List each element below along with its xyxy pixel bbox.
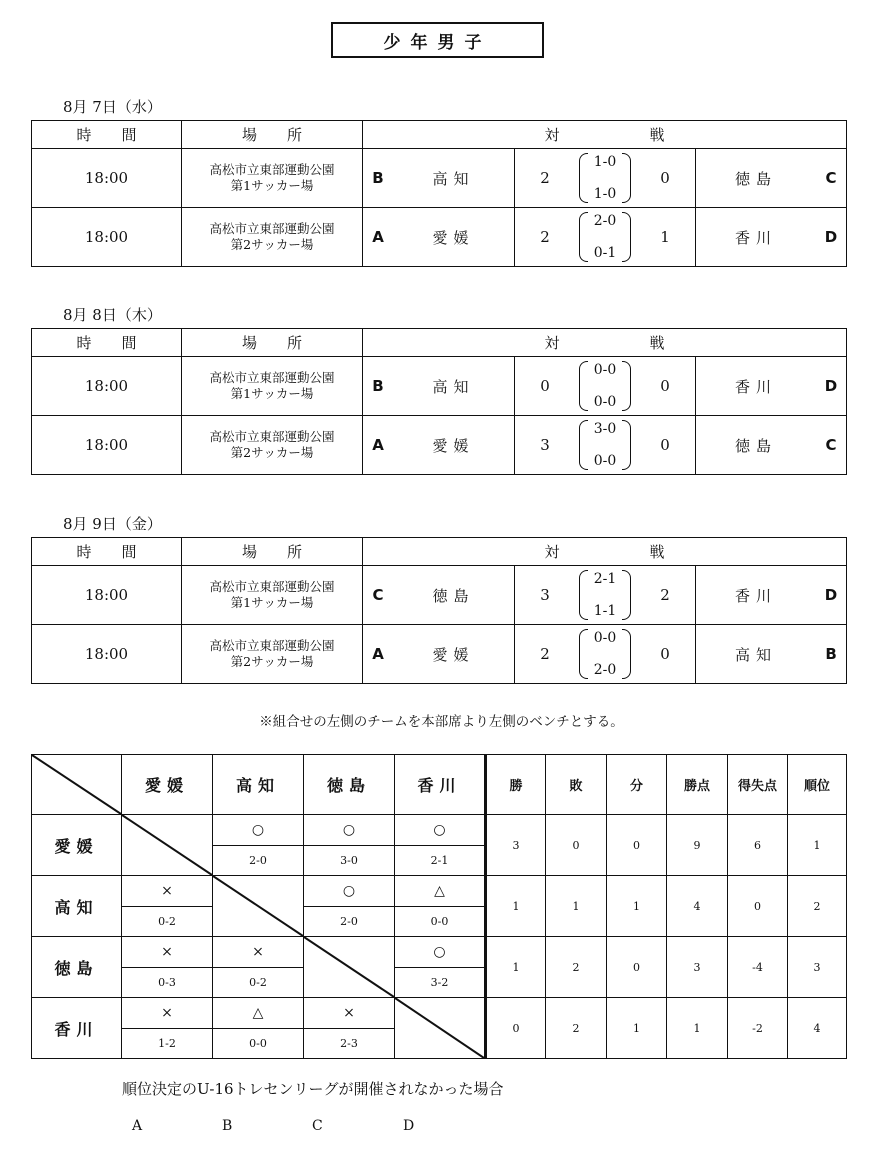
result-cell: [304, 815, 395, 876]
half-scores: [575, 210, 635, 264]
result-score: 2-1: [430, 853, 449, 867]
second-half-score: 0-1: [593, 245, 617, 261]
result-mark: ×: [213, 937, 303, 968]
row-team-header: 香川: [32, 998, 122, 1059]
right-score: 0: [660, 377, 670, 395]
score-cell: [515, 566, 696, 625]
result-mark: ×: [122, 876, 212, 907]
right-group: D: [824, 377, 838, 395]
match-time: 18:00: [32, 416, 182, 475]
venue-field: 第2サッカー場: [230, 654, 314, 669]
match-venue: [182, 625, 363, 684]
match-venue: [182, 416, 363, 475]
stat-value: 4: [788, 998, 847, 1059]
standings-row: [32, 815, 847, 876]
result-cell: [395, 876, 486, 937]
right-group: D: [824, 228, 838, 246]
right-bracket: [622, 570, 631, 620]
stat-value: 4: [667, 876, 728, 937]
half-scores: [575, 151, 635, 205]
stat-value: 9: [667, 815, 728, 876]
venue-name: 高松市立東部運動公園: [209, 221, 335, 236]
result-score: 2-3: [340, 1036, 358, 1050]
row-team-header: 高知: [32, 876, 122, 937]
left-team-cell: [363, 357, 515, 416]
half-scores: [575, 418, 635, 472]
header-venue: 場 所: [182, 329, 363, 357]
left-score: 2: [540, 169, 550, 187]
result-score: 2-0: [249, 853, 267, 867]
score-cell: [515, 416, 696, 475]
left-group: A: [372, 436, 384, 454]
result-cell: [304, 998, 395, 1059]
schedule-table: [31, 120, 847, 267]
left-group: C: [372, 586, 384, 604]
footer-label-a: A: [132, 1118, 143, 1134]
stat-value: 1: [667, 998, 728, 1059]
left-team-cell: [363, 625, 515, 684]
half-scores: [575, 627, 635, 681]
first-half-score: 0-0: [593, 630, 617, 646]
match-venue: [182, 357, 363, 416]
self-match-cell: [395, 998, 486, 1059]
left-group: B: [372, 377, 384, 395]
stat-header: 敗: [546, 755, 607, 815]
stat-value: 1: [788, 815, 847, 876]
corner-diagonal: [32, 755, 122, 815]
header-venue: 場 所: [182, 121, 363, 149]
result-cell: [395, 937, 486, 998]
left-team: 高知: [432, 169, 475, 188]
left-team-cell: [363, 416, 515, 475]
left-team: 愛媛: [432, 436, 475, 455]
venue-name: 高松市立東部運動公園: [209, 429, 335, 444]
match-time: 18:00: [32, 149, 182, 208]
schedule-table: [31, 537, 847, 684]
half-scores: [575, 359, 635, 413]
match-row: [32, 416, 847, 475]
right-team: 徳島: [735, 436, 778, 455]
match-venue: [182, 566, 363, 625]
result-score: 3-2: [430, 975, 449, 989]
right-score: 0: [660, 169, 670, 187]
second-half-score: 0-0: [593, 394, 617, 410]
stat-value: 1: [607, 876, 667, 937]
stat-value: 0: [728, 876, 788, 937]
match-row: [32, 149, 847, 208]
stat-header: 勝点: [667, 755, 728, 815]
footer-label-c: C: [312, 1118, 323, 1134]
result-mark: ○: [304, 876, 394, 907]
header-time: 時 間: [32, 121, 182, 149]
stat-header: 順位: [788, 755, 847, 815]
day-date: 8月 8日（木）: [63, 306, 162, 324]
match-row: [32, 357, 847, 416]
right-bracket: [622, 629, 631, 679]
match-time: 18:00: [32, 625, 182, 684]
left-team: 愛媛: [432, 228, 475, 247]
second-half-score: 1-1: [593, 603, 617, 619]
stat-value: 0: [546, 815, 607, 876]
left-team: 徳島: [432, 586, 475, 605]
stat-value: 3: [788, 937, 847, 998]
stat-header: 得失点: [728, 755, 788, 815]
second-half-score: 2-0: [593, 662, 617, 678]
match-row: [32, 625, 847, 684]
left-team: 高知: [432, 377, 475, 396]
result-score: 0-2: [158, 914, 176, 928]
left-score: 3: [540, 436, 550, 454]
second-half-score: 1-0: [593, 186, 617, 202]
row-team-header: 徳島: [32, 937, 122, 998]
day-date: 8月 7日（水）: [63, 98, 162, 116]
standings-row: [32, 937, 847, 998]
venue-field: 第1サッカー場: [230, 595, 314, 610]
col-team-header: 香川: [395, 755, 486, 815]
venue-name: 高松市立東部運動公園: [209, 579, 335, 594]
result-mark: △: [395, 876, 484, 907]
match-row: [32, 208, 847, 267]
venue-field: 第1サッカー場: [230, 386, 314, 401]
right-team-cell: [696, 625, 847, 684]
venue-name: 高松市立東部運動公園: [209, 370, 335, 385]
stat-header: 分: [607, 755, 667, 815]
result-score: 0-0: [430, 914, 449, 928]
right-team-cell: [696, 416, 847, 475]
right-team-cell: [696, 357, 847, 416]
stat-value: 2: [546, 937, 607, 998]
result-mark: ○: [395, 937, 484, 968]
left-group: B: [372, 169, 384, 187]
result-score: 0-3: [158, 975, 176, 989]
stat-value: -2: [728, 998, 788, 1059]
footer-label-b: B: [222, 1118, 233, 1134]
first-half-score: 1-0: [593, 154, 617, 170]
venue-name: 高松市立東部運動公園: [209, 638, 335, 653]
right-group: C: [825, 169, 837, 187]
venue-name: 高松市立東部運動公園: [209, 162, 335, 177]
stat-value: 3: [667, 937, 728, 998]
result-score: 0-2: [249, 975, 267, 989]
right-score: 1: [660, 228, 670, 246]
right-team: 香川: [735, 228, 778, 247]
result-cell: [213, 937, 304, 998]
right-team: 高知: [735, 645, 778, 664]
right-score: 0: [660, 645, 670, 663]
result-cell: [213, 815, 304, 876]
self-match-cell: [213, 876, 304, 937]
left-team-cell: [363, 149, 515, 208]
score-cell: [515, 357, 696, 416]
footer-note: 順位決定のU-16トレセンリーグが開催されなかった場合: [122, 1080, 504, 1098]
venue-field: 第1サッカー場: [230, 178, 314, 193]
left-score: 3: [540, 586, 550, 604]
stat-header: 勝: [486, 755, 546, 815]
result-mark: ○: [213, 815, 303, 846]
result-score: 0-0: [249, 1036, 267, 1050]
half-scores: [575, 568, 635, 622]
col-team-header: 高知: [213, 755, 304, 815]
result-mark: ×: [122, 998, 212, 1029]
score-cell: [515, 208, 696, 267]
self-match-cell: [304, 937, 395, 998]
right-score: 2: [660, 586, 670, 604]
first-half-score: 0-0: [593, 362, 617, 378]
result-score: 3-0: [340, 853, 358, 867]
left-score: 2: [540, 645, 550, 663]
right-bracket: [622, 420, 631, 470]
left-team-cell: [363, 566, 515, 625]
match-time: 18:00: [32, 208, 182, 267]
result-mark: ×: [304, 998, 394, 1029]
left-team: 愛媛: [432, 645, 475, 664]
right-team-cell: [696, 566, 847, 625]
stat-value: 1: [546, 876, 607, 937]
col-team-header: 徳島: [304, 755, 395, 815]
header-match: 対 戦: [363, 329, 847, 357]
result-cell: [213, 998, 304, 1059]
stat-value: 3: [486, 815, 546, 876]
match-time: 18:00: [32, 566, 182, 625]
stat-value: 1: [486, 876, 546, 937]
first-half-score: 2-1: [593, 571, 617, 587]
venue-field: 第2サッカー場: [230, 237, 314, 252]
right-group: B: [825, 645, 837, 663]
right-bracket: [622, 361, 631, 411]
venue-field: 第2サッカー場: [230, 445, 314, 460]
left-score: 2: [540, 228, 550, 246]
col-team-header: 愛媛: [122, 755, 213, 815]
schedule-table: [31, 328, 847, 475]
standings-table: [31, 754, 847, 1059]
result-mark: ○: [304, 815, 394, 846]
stat-value: 0: [486, 998, 546, 1059]
right-team-cell: [696, 149, 847, 208]
stat-value: 0: [607, 937, 667, 998]
stat-value: 2: [546, 998, 607, 1059]
row-team-header: 愛媛: [32, 815, 122, 876]
header-time: 時 間: [32, 538, 182, 566]
right-team: 徳島: [735, 169, 778, 188]
score-cell: [515, 625, 696, 684]
match-row: [32, 566, 847, 625]
header-match: 対 戦: [363, 121, 847, 149]
stat-value: 1: [486, 937, 546, 998]
right-score: 0: [660, 436, 670, 454]
right-bracket: [622, 153, 631, 203]
result-cell: [122, 937, 213, 998]
stat-value: 6: [728, 815, 788, 876]
page-title: 少年男子: [331, 22, 544, 58]
left-group: A: [372, 645, 384, 663]
result-cell: [395, 815, 486, 876]
result-score: 1-2: [158, 1036, 176, 1050]
right-team: 香川: [735, 586, 778, 605]
result-mark: ×: [122, 937, 212, 968]
result-cell: [122, 876, 213, 937]
score-cell: [515, 149, 696, 208]
header-venue: 場 所: [182, 538, 363, 566]
first-half-score: 3-0: [593, 421, 617, 437]
stat-value: 1: [607, 998, 667, 1059]
left-score: 0: [540, 377, 550, 395]
stat-value: 2: [788, 876, 847, 937]
bench-note: ※組合せの左側のチームを本部席より左側のベンチとする。: [259, 714, 624, 730]
footer-label-d: D: [403, 1118, 415, 1134]
match-time: 18:00: [32, 357, 182, 416]
result-cell: [122, 998, 213, 1059]
result-mark: △: [213, 998, 303, 1029]
match-venue: [182, 208, 363, 267]
first-half-score: 2-0: [593, 213, 617, 229]
left-team-cell: [363, 208, 515, 267]
standings-row: [32, 998, 847, 1059]
stat-value: -4: [728, 937, 788, 998]
header-time: 時 間: [32, 329, 182, 357]
second-half-score: 0-0: [593, 453, 617, 469]
left-group: A: [372, 228, 384, 246]
result-cell: [304, 876, 395, 937]
match-venue: [182, 149, 363, 208]
right-team-cell: [696, 208, 847, 267]
right-group: C: [825, 436, 837, 454]
self-match-cell: [122, 815, 213, 876]
day-date: 8月 9日（金）: [63, 515, 162, 533]
stat-value: 0: [607, 815, 667, 876]
result-score: 2-0: [340, 914, 358, 928]
right-bracket: [622, 212, 631, 262]
right-team: 香川: [735, 377, 778, 396]
standings-row: [32, 876, 847, 937]
right-group: D: [824, 586, 838, 604]
result-mark: ○: [395, 815, 484, 846]
header-match: 対 戦: [363, 538, 847, 566]
